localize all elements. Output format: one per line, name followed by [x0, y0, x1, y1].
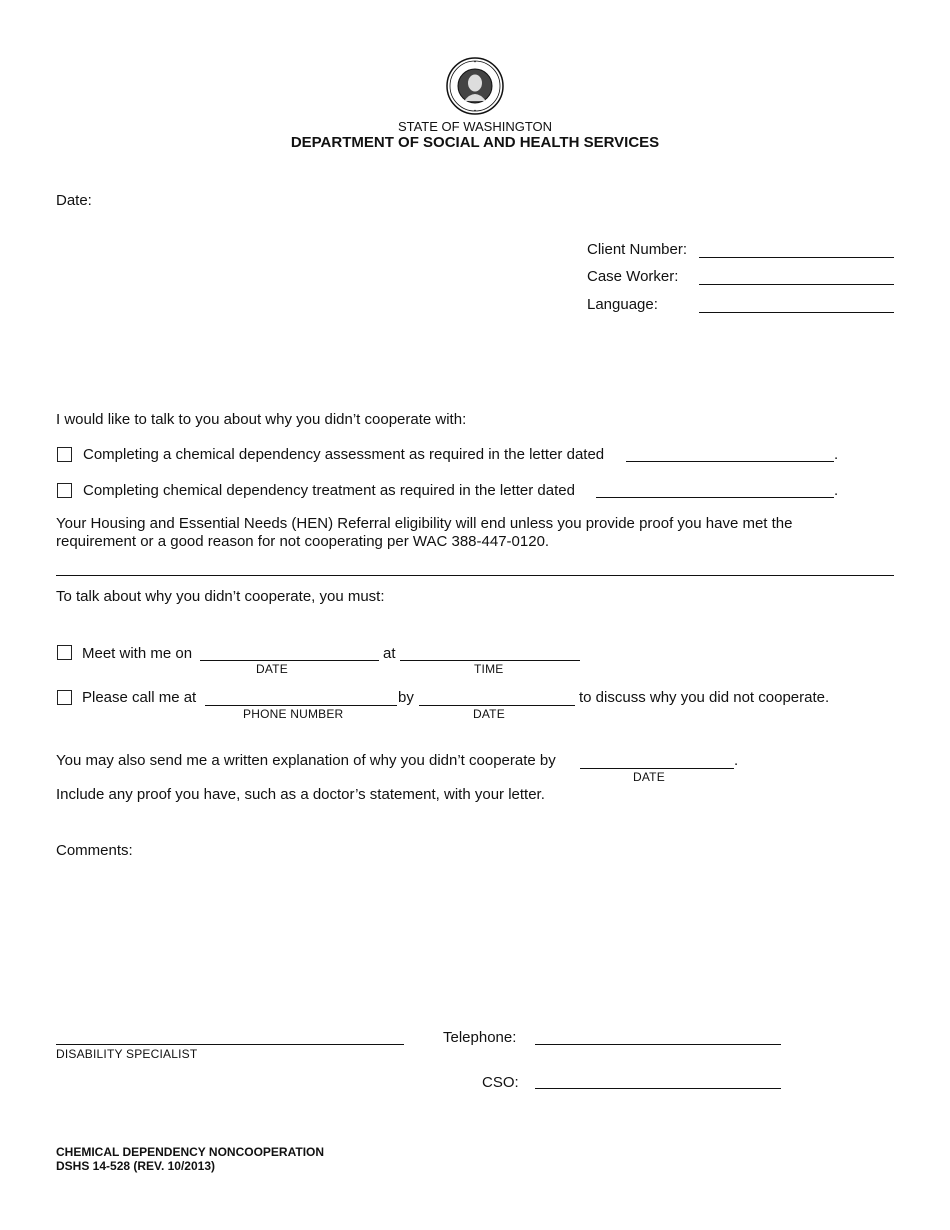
- cso-line: [535, 1088, 781, 1089]
- language-line: [699, 312, 894, 313]
- telephone-field[interactable]: [536, 1027, 780, 1044]
- form-title: CHEMICAL DEPENDENCY NONCOOPERATION: [56, 1145, 325, 1159]
- specialist-caption: DISABILITY SPECIALIST: [56, 1047, 198, 1061]
- call-label: Please call me at: [82, 689, 197, 706]
- written-text: You may also send me a written explanation of why you didn’t cooperate by: [56, 752, 556, 769]
- specialist-line: [56, 1044, 404, 1045]
- client-number-label: Client Number:: [587, 241, 688, 258]
- client-number-field[interactable]: [700, 240, 893, 257]
- language-label: Language:: [587, 296, 658, 313]
- comments-field[interactable]: [56, 864, 896, 1018]
- treatment-text: Completing chemical dependency treatment as required in the letter dated: [83, 482, 575, 499]
- written-period: .: [734, 752, 739, 769]
- meet-label: Meet with me on: [82, 645, 193, 662]
- washington-state-seal-icon: [446, 57, 504, 115]
- form-number: DSHS 14-528 (REV. 10/2013): [56, 1159, 215, 1173]
- call-checkbox[interactable]: [57, 690, 72, 705]
- meet-time-field[interactable]: [401, 643, 579, 660]
- proof-text: Include any proof you have, such as a doctor’s statement, with your letter.: [56, 786, 545, 803]
- cso-label: CSO:: [482, 1074, 519, 1091]
- call-date-line: [419, 705, 575, 706]
- treatment-date-line: [596, 497, 834, 498]
- date-label: Date:: [56, 192, 92, 209]
- call-date-field[interactable]: [420, 688, 574, 705]
- written-date-caption: DATE: [633, 770, 665, 784]
- treatment-letter-date-field[interactable]: [597, 480, 833, 497]
- cso-field[interactable]: [536, 1071, 780, 1088]
- written-date-line: [580, 768, 734, 769]
- case-worker-field[interactable]: [700, 267, 893, 284]
- client-number-line: [699, 257, 894, 258]
- meet-date-field[interactable]: [201, 643, 378, 660]
- eligibility-text: Your Housing and Essential Needs (HEN) Referral eligibility will end unless you provide proof you have met the requirement or a good reason for not cooperating per WAC 388-447-0120.: [56, 515, 793, 550]
- call-phone-caption: PHONE NUMBER: [243, 707, 344, 721]
- call-date-caption: DATE: [473, 707, 505, 721]
- call-phone-field[interactable]: [206, 688, 396, 705]
- written-date-field[interactable]: [581, 751, 733, 768]
- meet-checkbox[interactable]: [57, 645, 72, 660]
- case-worker-line: [699, 284, 894, 285]
- meet-at-text: at: [383, 645, 396, 662]
- department-name: DEPARTMENT OF SOCIAL AND HEALTH SERVICES: [290, 134, 660, 151]
- comments-label: Comments:: [56, 842, 133, 859]
- intro-text: I would like to talk to you about why you didn’t cooperate with:: [56, 411, 467, 428]
- call-suffix-text: to discuss why you did not cooperate.: [579, 689, 830, 706]
- assessment-checkbox[interactable]: [57, 447, 72, 462]
- section-divider: [56, 575, 894, 576]
- assessment-letter-date-field[interactable]: [627, 444, 833, 461]
- treatment-period: .: [834, 482, 839, 499]
- assessment-period: .: [834, 446, 839, 463]
- call-by-text: by: [398, 689, 414, 706]
- must-text: To talk about why you didn’t cooperate, you must:: [56, 588, 385, 605]
- assessment-text: Completing a chemical dependency assessment as required in the letter dated: [83, 446, 605, 463]
- meet-date-line: [200, 660, 379, 661]
- assessment-date-line: [626, 461, 834, 462]
- treatment-checkbox[interactable]: [57, 483, 72, 498]
- state-name: STATE OF WASHINGTON: [397, 119, 553, 134]
- specialist-signature-field[interactable]: [57, 1027, 403, 1044]
- call-phone-line: [205, 705, 397, 706]
- meet-date-caption: DATE: [256, 662, 288, 676]
- meet-time-caption: TIME: [474, 662, 504, 676]
- meet-time-line: [400, 660, 580, 661]
- telephone-line: [535, 1044, 781, 1045]
- language-field[interactable]: [700, 295, 893, 312]
- case-worker-label: Case Worker:: [587, 268, 679, 285]
- telephone-label: Telephone:: [443, 1029, 517, 1046]
